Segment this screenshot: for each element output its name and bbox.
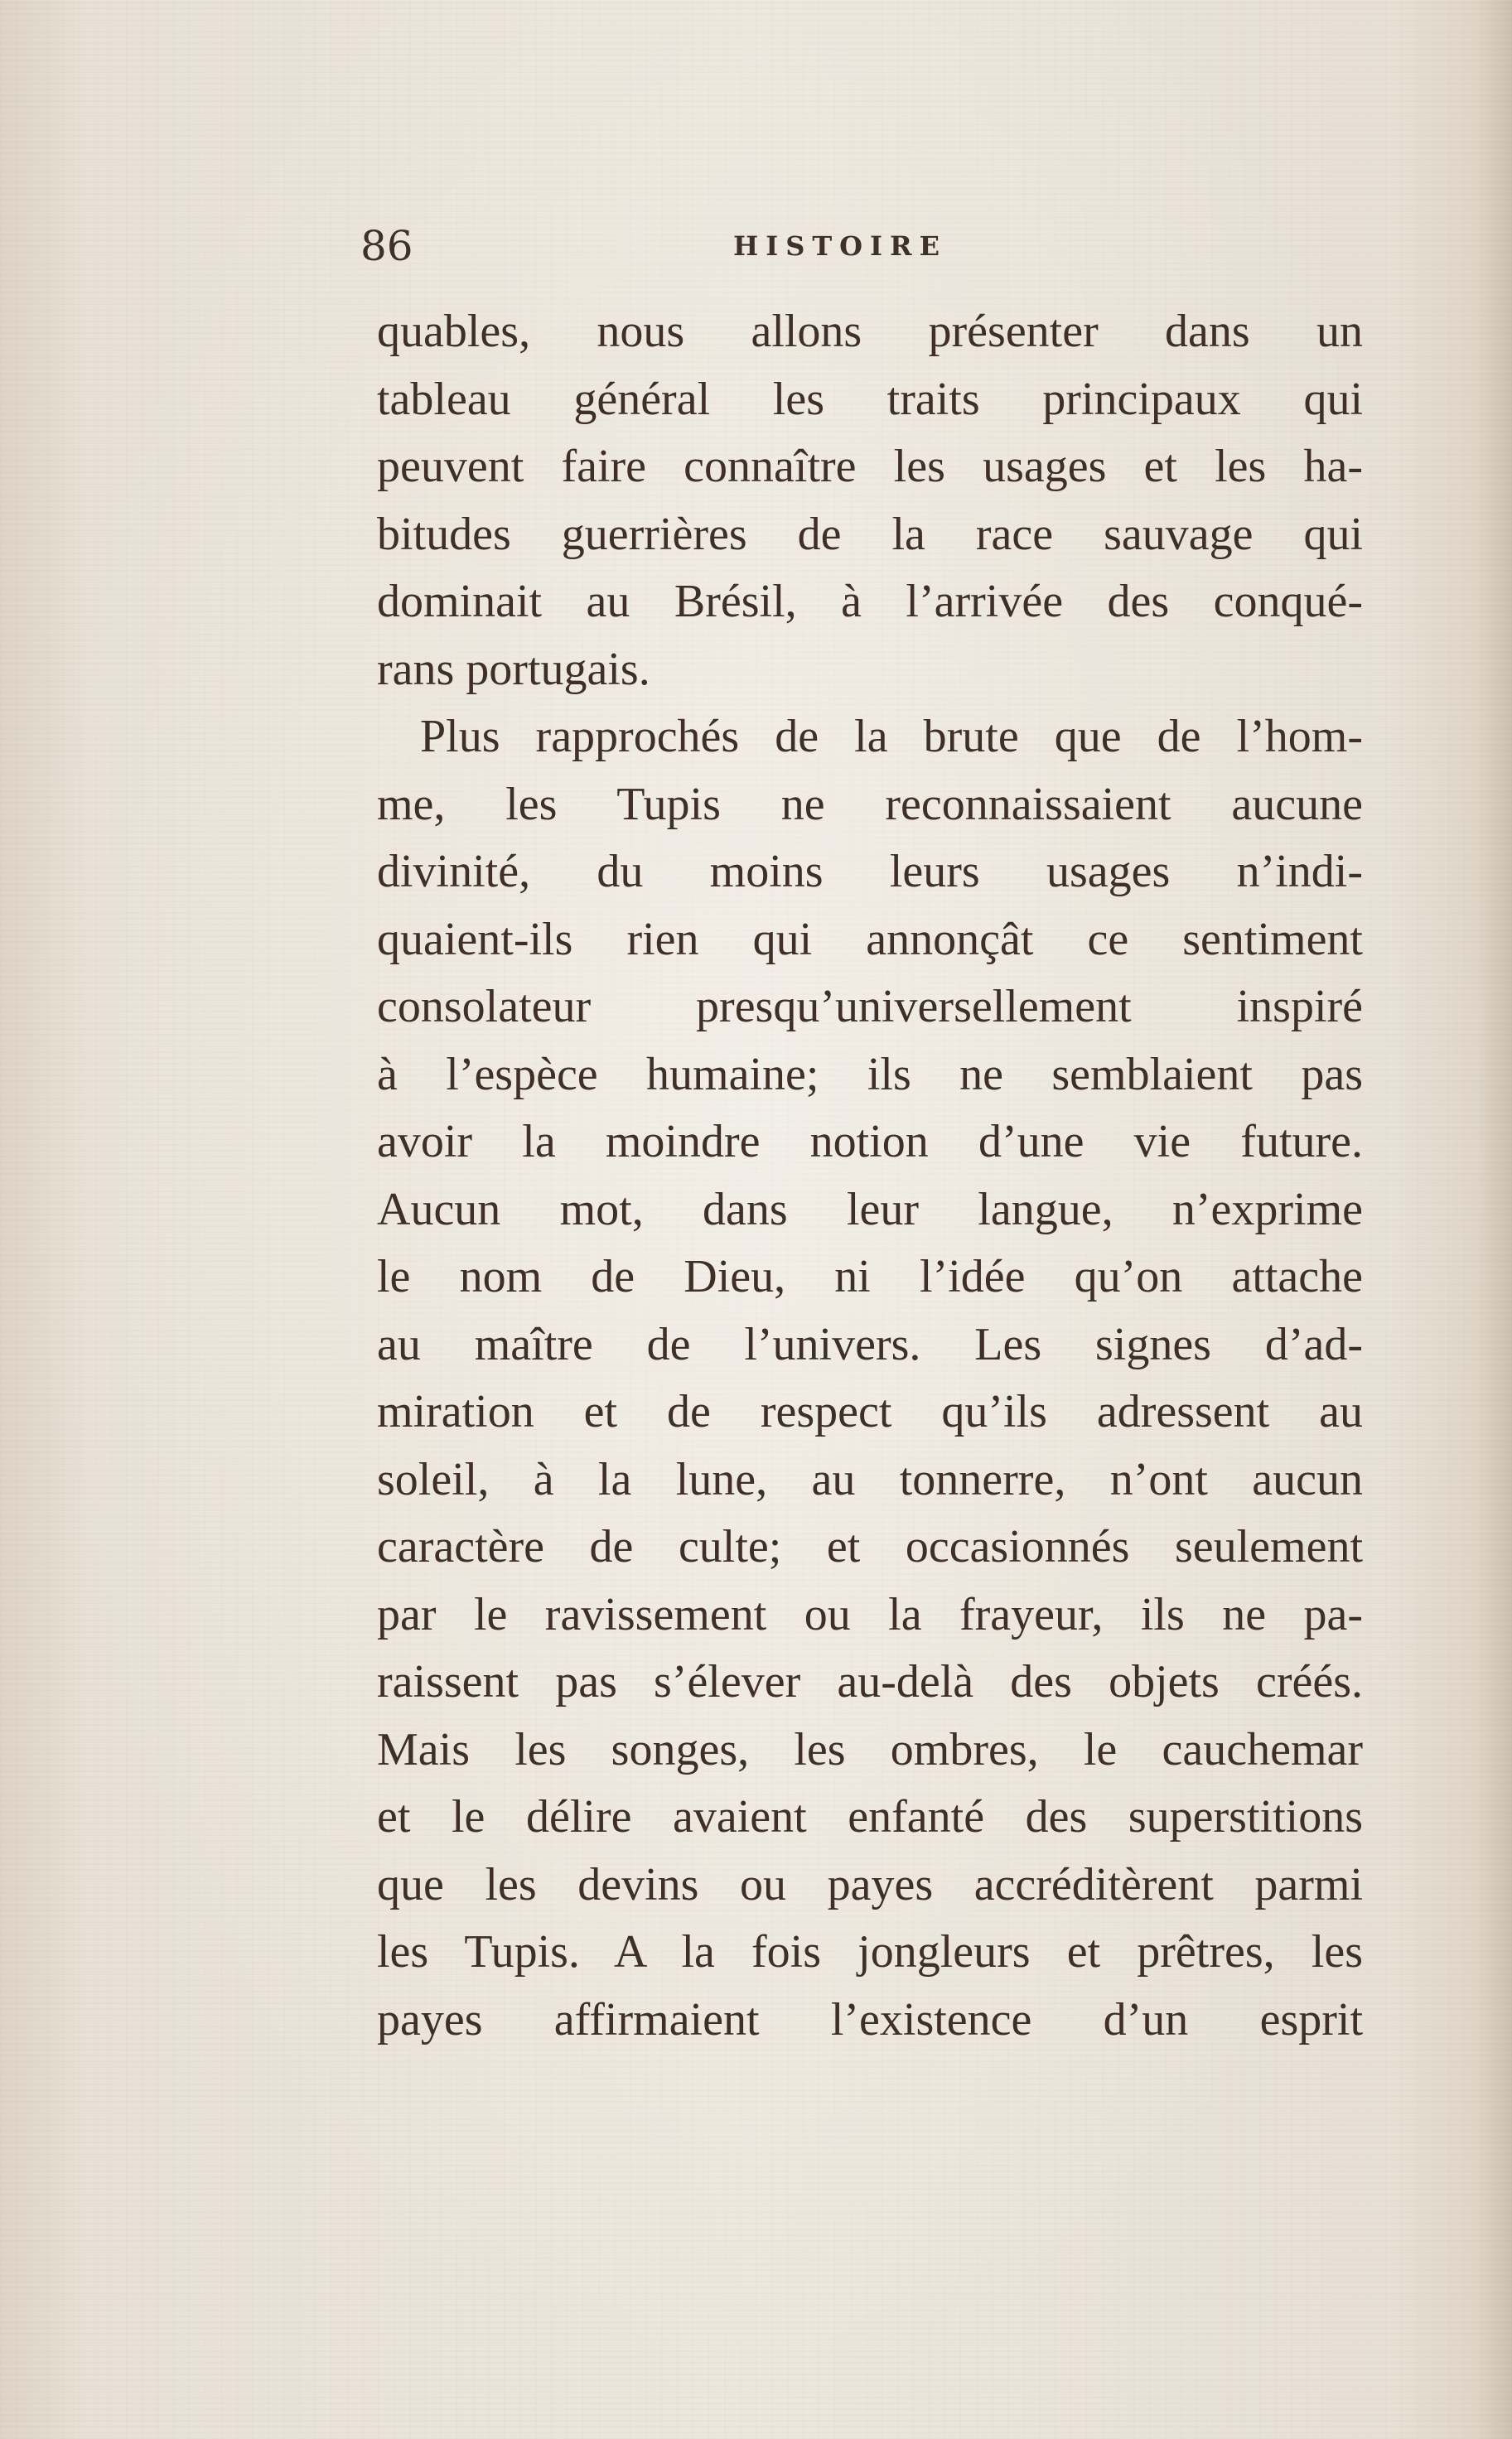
page-number: 86 <box>360 222 413 270</box>
text-line: me, les Tupis ne reconnaissaient aucune <box>377 778 1363 830</box>
text-line: par le ravissement ou la frayeur, ils ne pa- <box>377 1588 1363 1640</box>
text-line: tableau général les traits principaux qui <box>377 373 1363 425</box>
text-line: au maître de l’univers. Les signes d’ad- <box>377 1318 1363 1370</box>
body-text <box>377 298 1363 2054</box>
text-line: les Tupis. A la fois jongleurs et prêtres, les <box>377 1926 1363 1978</box>
text-line: divinité, du moins leurs usages n’indi- <box>377 846 1363 897</box>
text-line: caractère de culte; et occasionnés seulement <box>377 1521 1363 1572</box>
text-line: Aucun mot, dans leur langue, n’exprime <box>377 1183 1363 1235</box>
running-head: HISTOIRE <box>733 230 947 262</box>
text-line: avoir la moindre notion d’une vie future. <box>377 1116 1363 1167</box>
text-line: bitudes guerrières de la race sauvage qui <box>377 508 1363 560</box>
text-line: quaient-ils rien qui annonçât ce sentiment <box>377 913 1363 965</box>
text-line-paragraph-start: Plus rapprochés de la brute que de l’hom- <box>420 711 1363 762</box>
text-line: payes affirmaient l’existence d’un esprit <box>377 1993 1363 2045</box>
text-line: le nom de Dieu, ni l’idée qu’on attache <box>377 1251 1363 1302</box>
text-line: quables, nous allons présenter dans un <box>377 306 1363 357</box>
page-header <box>360 217 1388 275</box>
text-line: à l’espèce humaine; ils ne semblaient pas <box>377 1048 1363 1100</box>
text-line: miration et de respect qu’ils adressent au <box>377 1386 1363 1437</box>
text-line: que les devins ou payes accréditèrent parmi <box>377 1858 1363 1910</box>
text-line: soleil, à la lune, au tonnerre, n’ont aucun <box>377 1453 1363 1505</box>
text-line: raissent pas s’élever au-delà des objets créés. <box>377 1656 1363 1707</box>
text-line: dominait au Brésil, à l’arrivée des conqué- <box>377 576 1363 627</box>
text-line: et le délire avaient enfanté des superstitions <box>377 1791 1363 1843</box>
text-line: consolateur presqu’universellement inspiré <box>377 981 1363 1032</box>
text-line: Mais les songes, les ombres, le cauchemar <box>377 1723 1363 1775</box>
page-edge-shadow <box>1479 0 1512 2439</box>
text-line: peuvent faire connaître les usages et les ha- <box>377 441 1363 492</box>
text-line-paragraph-end: rans portugais. <box>377 643 650 695</box>
